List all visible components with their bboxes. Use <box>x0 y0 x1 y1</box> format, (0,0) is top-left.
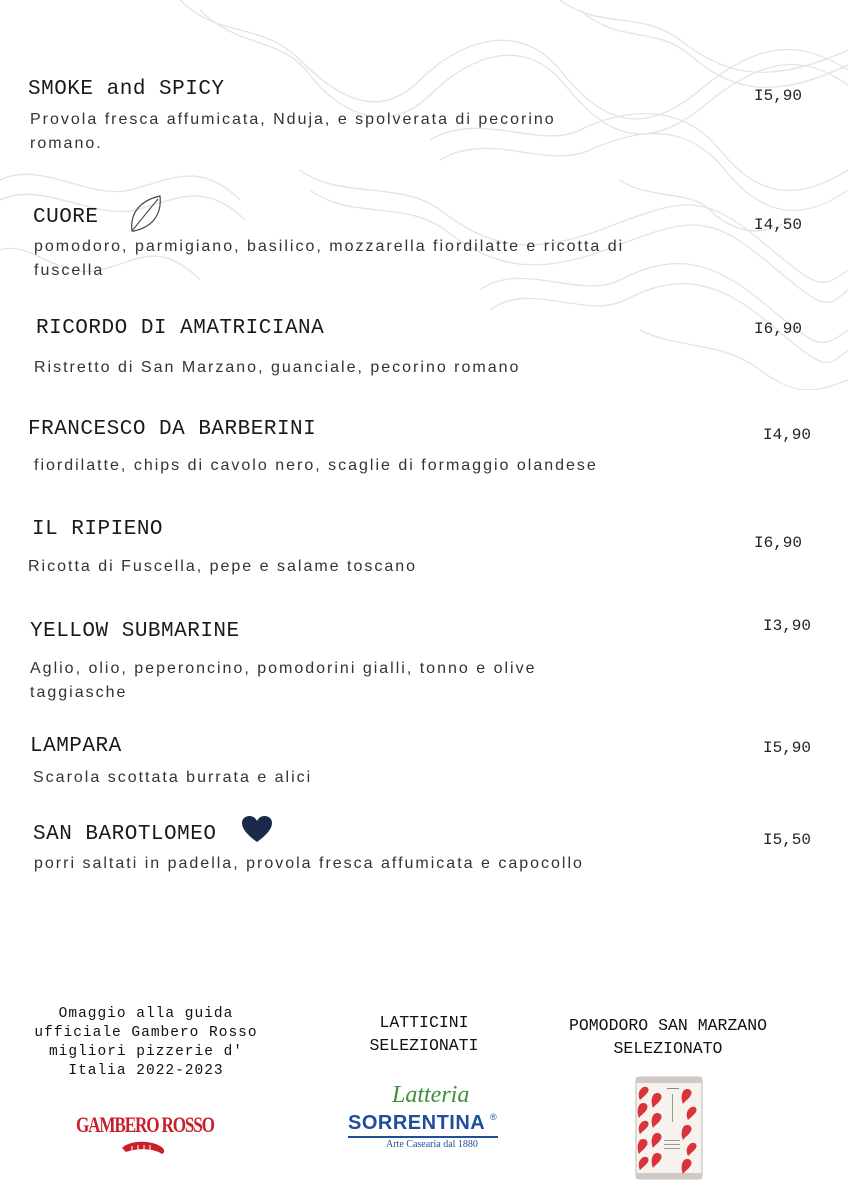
desc-line: Provola fresca affumicata, Nduja, e spolverata di pecorino <box>30 111 556 128</box>
desc-line: Aglio, olio, peperoncino, pomodorini gialli, tonno e olive <box>30 660 537 677</box>
item-name: FRANCESCO DA BARBERINI <box>28 418 317 441</box>
item-name: CUORE <box>33 206 99 229</box>
item-price: I5,90 <box>754 87 803 105</box>
item-description <box>30 108 556 156</box>
item-name: SMOKE and SPICY <box>28 78 225 101</box>
tribute-line: migliori pizzerie d' <box>48 1044 244 1060</box>
item-name: YELLOW SUBMARINE <box>30 620 240 643</box>
item-price: I3,90 <box>763 617 812 635</box>
desc-line: taggiasche <box>30 684 128 701</box>
item-description <box>33 766 312 790</box>
item-description <box>34 235 624 283</box>
tribute-line: Italia 2022-2023 <box>68 1063 224 1079</box>
desc-line: Scarola scottata burrata e alici <box>33 769 313 786</box>
item-description <box>34 356 520 380</box>
desc-line: Ristretto di San Marzano, guanciale, pecorino romano <box>34 359 521 376</box>
item-price: I4,50 <box>754 216 803 234</box>
pomodoro-title <box>553 1014 783 1060</box>
gambero-rosso-logo-text: GAMBERO ROSSO <box>76 1112 214 1137</box>
title-line: LATTICINI <box>379 1013 469 1032</box>
item-name: IL RIPIENO <box>32 518 164 541</box>
title-line: SELEZIONATI <box>369 1036 479 1055</box>
desc-line: fiordilatte, chips di cavolo nero, scaglie di formaggio olandese <box>34 457 598 474</box>
item-name: RICORDO DI AMATRICIANA <box>36 317 325 340</box>
item-price: I5,50 <box>763 831 812 849</box>
logo-underline <box>348 1136 498 1138</box>
logo-subtitle-text: Arte Casearia dal 1880 <box>386 1139 478 1150</box>
leaf-icon <box>126 193 166 235</box>
desc-line: Ricotta di Fuscella, pepe e salame toscano <box>28 558 418 575</box>
item-price: I6,90 <box>754 534 803 552</box>
item-description <box>28 555 417 579</box>
latteria-sorrentina-logo <box>346 1082 504 1152</box>
tribute-line: ufficiale Gambero Rosso <box>34 1025 258 1041</box>
item-description <box>34 454 598 478</box>
item-description <box>34 852 584 876</box>
item-price: I4,90 <box>763 426 812 444</box>
title-line: POMODORO SAN MARZANO <box>568 1016 768 1035</box>
title-line: SELEZIONATO <box>613 1039 723 1058</box>
item-name: SAN BAROTLOMEO <box>33 823 217 846</box>
logo-main-text: SORRENTINA <box>348 1112 486 1134</box>
desc-line: pomodoro, parmigiano, basilico, mozzarella fiordilatte e ricotta di <box>34 238 625 255</box>
tomato-can-image <box>634 1074 704 1182</box>
logo-registered-mark: ® <box>490 1112 497 1122</box>
logo-script-text: Latteria <box>392 1082 470 1108</box>
item-price: I6,90 <box>754 320 803 338</box>
desc-line: porri saltati in padella, provola fresca affumicata e capocollo <box>34 855 584 872</box>
shrimp-icon <box>120 1138 168 1156</box>
tribute-line: Omaggio alla guida <box>58 1006 234 1022</box>
desc-line: romano. <box>30 135 103 152</box>
gambero-rosso-tribute-text <box>18 1005 274 1081</box>
item-name: LAMPARA <box>30 735 122 758</box>
item-price: I5,90 <box>763 739 812 757</box>
desc-line: fuscella <box>34 262 105 279</box>
latticini-title <box>334 1011 514 1057</box>
item-description <box>30 657 536 705</box>
heart-icon <box>241 815 273 843</box>
gambero-rosso-logo <box>76 1112 214 1158</box>
